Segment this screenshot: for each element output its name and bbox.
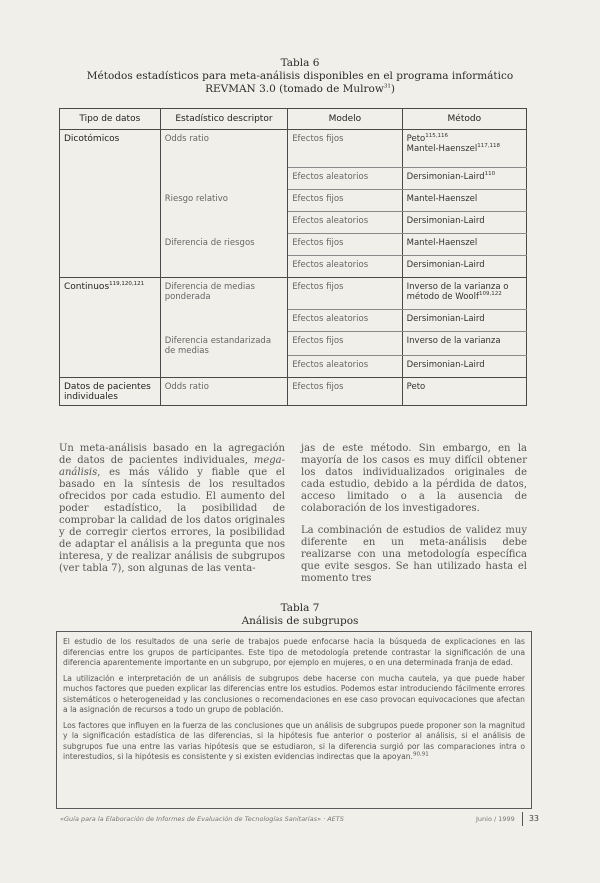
- cell-metodo: Inverso de la varianza o método de Woolf$^{109,122}$: [402, 278, 526, 310]
- body-paragraph: La combinación de estudios de validez muy diferente en un meta-análisis debe realizarse con una metodología específica que evite sesgos. Se han utilizado hasta el momento tres: [301, 525, 527, 584]
- header-modelo: Modelo: [288, 109, 402, 130]
- cell-modelo: Efectos fijos: [288, 332, 402, 356]
- header-estadistico: Estadístico descriptor: [160, 109, 287, 130]
- box-paragraph: La utilización e interpretación de un análisis de subgrupos debe hacerse con mucha cautela, ya que puede haber muchos factores que pueden explicar las diferencias entre los estudios. Podemos estar introduciendo fácilmente errores sistemáticos o heterogeneidad y las conclusiones o recomendaciones en ese caso provocan equivocaciones que afectan a la asignación de recursos a todo un grupo de población.: [63, 673, 525, 714]
- page-footer: [56, 814, 542, 826]
- cell-metodo: Dersimonian-Laird: [402, 310, 526, 332]
- body-column-right: [301, 443, 527, 595]
- cell-metodo: Mantel-Haenszel: [402, 190, 526, 212]
- cell-modelo: Efectos aleatorios: [288, 310, 402, 332]
- footer-publication: «Guía para la Elaboración de Informes de Evaluación de Tecnologías Sanitarias» · AETS: [60, 815, 344, 823]
- cell-tipo: Datos de pacientes individuales: [60, 378, 161, 406]
- table-header-row: [60, 109, 527, 130]
- cell-modelo: Efectos aleatorios: [288, 256, 402, 278]
- cell-estadistico: Odds ratio: [160, 378, 287, 406]
- table6-title-line1: Métodos estadísticos para meta-análisis disponibles en el programa informático: [86, 70, 514, 82]
- table7-label: Tabla 7: [280, 602, 320, 614]
- cell-modelo: Efectos fijos: [288, 278, 402, 310]
- cell-modelo: Efectos fijos: [288, 190, 402, 212]
- table7-title: Análisis de subgrupos: [241, 615, 359, 627]
- cell-tipo: Continuos$^{119,120,121}$: [60, 278, 161, 378]
- cell-modelo: Efectos fijos: [288, 234, 402, 256]
- cell-metodo: Peto: [402, 378, 526, 406]
- body-paragraph: jas de este método. Sin embargo, en la mayoría de los casos es muy difícil obtener los datos individualizados originales de cada estudio, debido a la pérdida de datos, acceso limitado o a la ausencia de colaboración de los investigadores.: [301, 443, 527, 514]
- box-paragraph: El estudio de los resultados de una serie de trabajos puede enfocarse hacia la búsqueda de explicaciones en las diferencias entre los grupos de participantes. Este tipo de metodología pretende contrastar la significación de una diferencia aparentemente importante en un subgrupo, por ejemplo en mujeres, o en una determinada franja de edad.: [63, 637, 525, 667]
- subgroup-analysis-box: [56, 631, 532, 809]
- cell-modelo: Efectos fijos: [288, 378, 402, 406]
- cell-metodo: Dersimonian-Laird$^{110}$: [402, 168, 526, 190]
- table-row: [60, 130, 527, 168]
- cell-modelo: Efectos aleatorios: [288, 212, 402, 234]
- cell-tipo: Dicotómicos: [60, 130, 161, 278]
- body-paragraph: Un meta-análisis basado en la agregación de datos de pacientes individuales, mega-análisis, es más válido y fiable que el basado en la síntesis de los resultados ofrecidos por cada estudio. El aumento del poder estadístico, la posibilidad de comprobar la calidad de los datos originales y de corregir ciertos errores, la posibilidad de adaptar el análisis a la pregunta que nos interesa, y de realizar análisis de subgrupos (ver tabla 7), son algunas de las venta-: [59, 443, 285, 574]
- cell-estadistico: Diferencia de riesgos: [160, 234, 287, 278]
- cell-metodo: Mantel-Haenszel: [402, 234, 526, 256]
- cell-estadistico: Diferencia de medias ponderada: [160, 278, 287, 332]
- cell-estadistico: Diferencia estandarizada de medias: [160, 332, 287, 378]
- footer-date: Junio / 1999: [476, 815, 515, 823]
- cell-modelo: Efectos aleatorios: [288, 168, 402, 190]
- cell-metodo: Dersimonian-Laird: [402, 256, 526, 278]
- cell-modelo: Efectos aleatorios: [288, 356, 402, 378]
- header-tipo: Tipo de datos: [60, 109, 161, 130]
- cell-estadistico: Riesgo relativo: [160, 190, 287, 234]
- table-row: [60, 278, 527, 310]
- cell-metodo: Dersimonian-Laird: [402, 212, 526, 234]
- header-metodo: Método: [402, 109, 526, 130]
- cell-metodo: Peto$^{115,116}$ Mantel-Haenszel$^{117,118}$: [402, 130, 526, 168]
- body-column-left: [59, 443, 285, 585]
- cell-metodo: Dersimonian-Laird: [402, 356, 526, 378]
- page-number: 33: [522, 812, 539, 826]
- table6-title-line2: REVMAN 3.0 (tomado de Mulrow$^{31}$): [205, 83, 395, 95]
- table-row: [60, 378, 527, 406]
- cell-estadistico: Odds ratio: [160, 130, 287, 190]
- table6-label: Tabla 6: [280, 57, 320, 69]
- cell-metodo: Inverso de la varianza: [402, 332, 526, 356]
- cell-modelo: Efectos fijos: [288, 130, 402, 168]
- statistical-methods-table: [59, 108, 527, 406]
- box-paragraph: Los factores que influyen en la fuerza de las conclusiones que un análisis de subgrupos puede proponer son la magnitud y la significación estadística de las diferencias, si la hipótesis fue anterior o posterior al análisis, si el análisis de subgrupos fue una entre las varias hipótesis que se estudiaron, si la diferencia surgió por las comparaciones intra o interestudios, si la hipótesis es consistente y si existen evidencias indirectas que la apoyan.$^{90,91}$: [63, 720, 525, 761]
